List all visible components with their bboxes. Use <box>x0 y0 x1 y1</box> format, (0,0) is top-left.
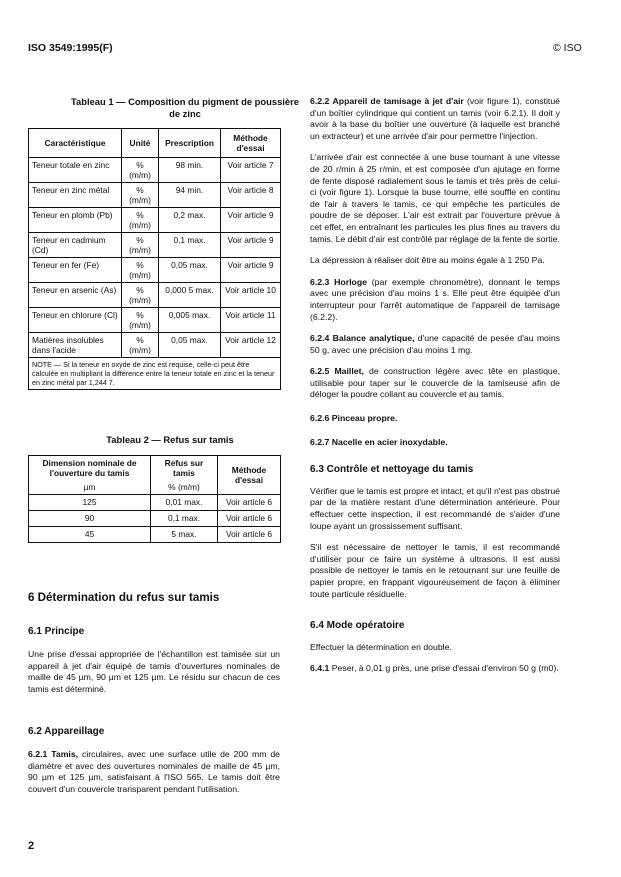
table1-note: NOTE — Si la teneur en oxyde de zinc est requise, celle-ci peut être calculée en multipliant la différence entre la teneur totale en zinc et la teneur en zinc métal par 1,244 7. <box>29 358 281 390</box>
table1-cell: 0,000 5 max. <box>159 283 221 308</box>
section-6-2-2-paragraph-3: La dépression à réaliser doit être au moins égale à 1 250 Pa. <box>310 255 545 266</box>
table-row <box>29 333 281 358</box>
section-6-4-1-body: Peser, à 0,01 g près, une prise d'essai d'environ 50 g (m0). <box>331 663 559 674</box>
section-6-2-1-number: 6.2.1 <box>28 749 48 760</box>
table2-cell: 125 <box>29 495 151 511</box>
section-6-2-3-lead: Horloge <box>334 276 367 287</box>
table2-cell: Voir article 6 <box>218 511 281 527</box>
table1-cell: 98 min. <box>159 158 221 183</box>
section-6-2-4-body: d'une capacité de pesée d'au moins 50 g, avec une précision d'au moins 1 mg. <box>310 333 560 355</box>
section-6-2-1-body: circulaires, avec une surface utile de 200 mm de diamètre et avec des ouvertures nominales de maille de 45 µm, 90 µm et 125 µm, satisfaisant à l'ISO 565. Le tamis doit être couvert d'un couvercle transparent pendant l'utilisation. <box>28 749 280 794</box>
composition-table <box>28 128 281 390</box>
section-6-2-2-paragraph-2: L'arrivée d'air est connectée à une buse tournant à une vitesse de 20 r/min à 25 r/min, et est composée d'un ajutage en forme de fente disposé radialement sous le tamis et très près de celui-ci (voir figure 1). Lorsque la buse tourne, elle souffle en continu de l'air à travers le tamis, ce qui empêche les particules de poudre de se déposer. L'air est extrait par l'ouverture prévue à cet effet, en entraînant les particules les plus fines au travers du tamis. Le débit d'air est contrôlé par réglage de la fente de sortie. <box>310 152 560 244</box>
table1-cell: Voir article 8 <box>221 183 281 208</box>
table2-cell: 5 max. <box>151 527 218 543</box>
table1-cell: Teneur en cadmium (Cd) <box>29 233 122 258</box>
table1-cell: Voir article 11 <box>221 308 281 333</box>
section-6-2-5-text <box>310 366 560 401</box>
table1-cell: 0,05 max. <box>159 333 221 358</box>
table1-cell: % (m/m) <box>122 183 159 208</box>
table1-cell: % (m/m) <box>122 333 159 358</box>
section-6-4-title: 6.4 Mode opératoire <box>310 620 405 632</box>
table1-header: Prescription <box>159 129 221 158</box>
table1-cell: Teneur en chlorure (Cl) <box>29 308 122 333</box>
right-column <box>310 96 560 675</box>
table2-unit: µm <box>29 480 151 495</box>
table1-cell: % (m/m) <box>122 283 159 308</box>
section-6-2-2-body: (voir figure 1), constitué d'un boîtier cylindrique qui contient un tamis (voir 6.2.1). Il doit y avoir à la base du boîtier une ouverture (à laquelle est branché un extracteur) et une arrivée d'air pour permettre l'injection. <box>310 96 561 141</box>
table1-caption: Tableau 1 — Composition du pigment de poussière de zinc <box>71 96 299 119</box>
section-6-4-paragraph-1: Effectuer la détermination en double. <box>310 641 452 652</box>
table1-cell: 0,005 max. <box>159 308 221 333</box>
table1-cell: Matières insolubles dans l'acide <box>29 333 122 358</box>
table-row <box>29 527 281 543</box>
standard-number: ISO 3549:1995(F) <box>28 42 113 54</box>
table1-cell: Voir article 9 <box>221 258 281 283</box>
table1-cell: 0,2 max. <box>159 208 221 233</box>
section-6-2-4-text <box>310 333 560 356</box>
section-6-2-5-body: de construction légère avec tête en plastique, utilisable pour taper sur le couvercle de la tamiseuse afin de déloger la poudre collant au couvercle et au tamis. <box>310 366 560 400</box>
section-6-2-4-lead: Balance analytique, <box>332 333 415 344</box>
table1-cell: Teneur en fer (Fe) <box>29 258 122 283</box>
table1-cell: 94 min. <box>159 183 221 208</box>
table-row <box>29 258 281 283</box>
table-row <box>29 283 281 308</box>
table1-cell: Voir article 9 <box>221 233 281 258</box>
table2-caption: Tableau 2 — Refus sur tamis <box>106 434 234 445</box>
sieve-table <box>28 455 281 543</box>
table2-cell: Voir article 6 <box>218 527 281 543</box>
table1-cell: Teneur totale en zinc <box>29 158 122 183</box>
table1-cell: Voir article 9 <box>221 208 281 233</box>
table2-cell: 0,1 max. <box>151 511 218 527</box>
section-6-2-title: 6.2 Appareillage <box>28 725 105 737</box>
left-column <box>28 592 280 796</box>
table2-cell: Voir article 6 <box>218 495 281 511</box>
section-6-2-3-text <box>310 277 560 323</box>
section-6-3-title: 6.3 Contrôle et nettoyage du tamis <box>310 464 474 476</box>
table1-cell: % (m/m) <box>122 233 159 258</box>
section-6-3-paragraph-1: Vérifier que le tamis est propre et intact, et qu'il n'est pas obstrué par de la matière restant d'une détermination antérieure. Pour effectuer cette inspection, il est recommandé de s'aider d'une loupe ayant un grossissement suffisant. <box>310 485 560 531</box>
table1-header: Unité <box>122 129 159 158</box>
table-row <box>29 183 281 208</box>
section-6-2-5-lead: Maillet, <box>334 366 364 377</box>
section-6-2-4-number: 6.2.4 <box>310 333 330 344</box>
table1-cell: Teneur en plomb (Pb) <box>29 208 122 233</box>
section-6-2-5-number: 6.2.5 <box>310 366 330 377</box>
section-6-2-2-number: 6.2.2 <box>310 96 330 106</box>
table-row <box>29 208 281 233</box>
table1-cell: % (m/m) <box>122 158 159 183</box>
table2-header: Dimension nominale de l'ouverture du tamis <box>29 456 151 481</box>
table1-cell: Voir article 10 <box>221 283 281 308</box>
table1-header: Caractéristique <box>29 129 122 158</box>
copyright-mark: © ISO <box>553 42 582 54</box>
table1-header: Méthode d'essai <box>221 129 281 158</box>
page-number: 2 <box>28 840 35 852</box>
section-6-1-text: Une prise d'essai appropriée de l'échantillon est tamisée sur un appareil à jet d'air équipé de tamis d'ouvertures nominales de maille de 45 µm, 90 µm et 125 µm. Le résidu sur chacun de ces tamis est déterminé. <box>28 649 280 694</box>
section-6-1-title: 6.1 Principe <box>28 625 85 637</box>
section-6-2-3-number: 6.2.3 <box>310 276 330 287</box>
table1-cell: Voir article 12 <box>221 333 281 358</box>
section-6-2-1-lead: Tamis, <box>51 749 79 760</box>
table2-header: Méthode d'essai <box>218 456 281 495</box>
section-6-2-2-text <box>310 96 560 142</box>
section-6-title: 6 Détermination du refus sur tamis <box>28 591 220 604</box>
table2-unit: % (m/m) <box>151 480 218 495</box>
section-6-4-1-number: 6.4.1 <box>310 663 330 674</box>
table1-cell: 0,1 max. <box>159 233 221 258</box>
table-row <box>29 495 281 511</box>
section-6-2-3-body: (par exemple chronomètre), donnant le temps avec une précision d'au moins 1 s. Elle peut être équipée d'un interrupteur pour l'arrêt automatique de l'appareil de tamisage (6.2.2). <box>310 276 560 322</box>
table1-cell: Voir article 7 <box>221 158 281 183</box>
table-row <box>29 158 281 183</box>
section-6-2-1-text <box>28 749 280 795</box>
table1-cell: % (m/m) <box>122 308 159 333</box>
section-6-2-7: 6.2.7 Nacelle en acier inoxydable. <box>310 436 448 447</box>
table2-cell: 45 <box>29 527 151 543</box>
table1-cell: % (m/m) <box>122 208 159 233</box>
section-6-3-paragraph-2: S'il est nécessaire de nettoyer le tamis, il est recommandé d'utiliser pour ce faire un système à ultrasons. Il est aussi possible de nettoyer le tamis en le retournant sur une feuille de papier propre, en frappant vigoureusement de façon à éliminer toute particule résiduelle. <box>310 542 560 599</box>
table2-header: Refus sur tamis <box>151 456 218 481</box>
table-row <box>29 233 281 258</box>
table2-cell: 0,01 max. <box>151 495 218 511</box>
table2-cell: 90 <box>29 511 151 527</box>
section-6-2-2-lead: Appareil de tamisage à jet d'air <box>332 96 464 106</box>
table-row <box>29 308 281 333</box>
table1-cell: Teneur en arsenic (As) <box>29 283 122 308</box>
section-6-4-1-text <box>310 663 560 675</box>
table1-cell: % (m/m) <box>122 258 159 283</box>
table1-cell: 0,05 max. <box>159 258 221 283</box>
table1-cell: Teneur en zinc métal <box>29 183 122 208</box>
section-6-2-6: 6.2.6 Pinceau propre. <box>310 413 398 424</box>
table-row <box>29 511 281 527</box>
